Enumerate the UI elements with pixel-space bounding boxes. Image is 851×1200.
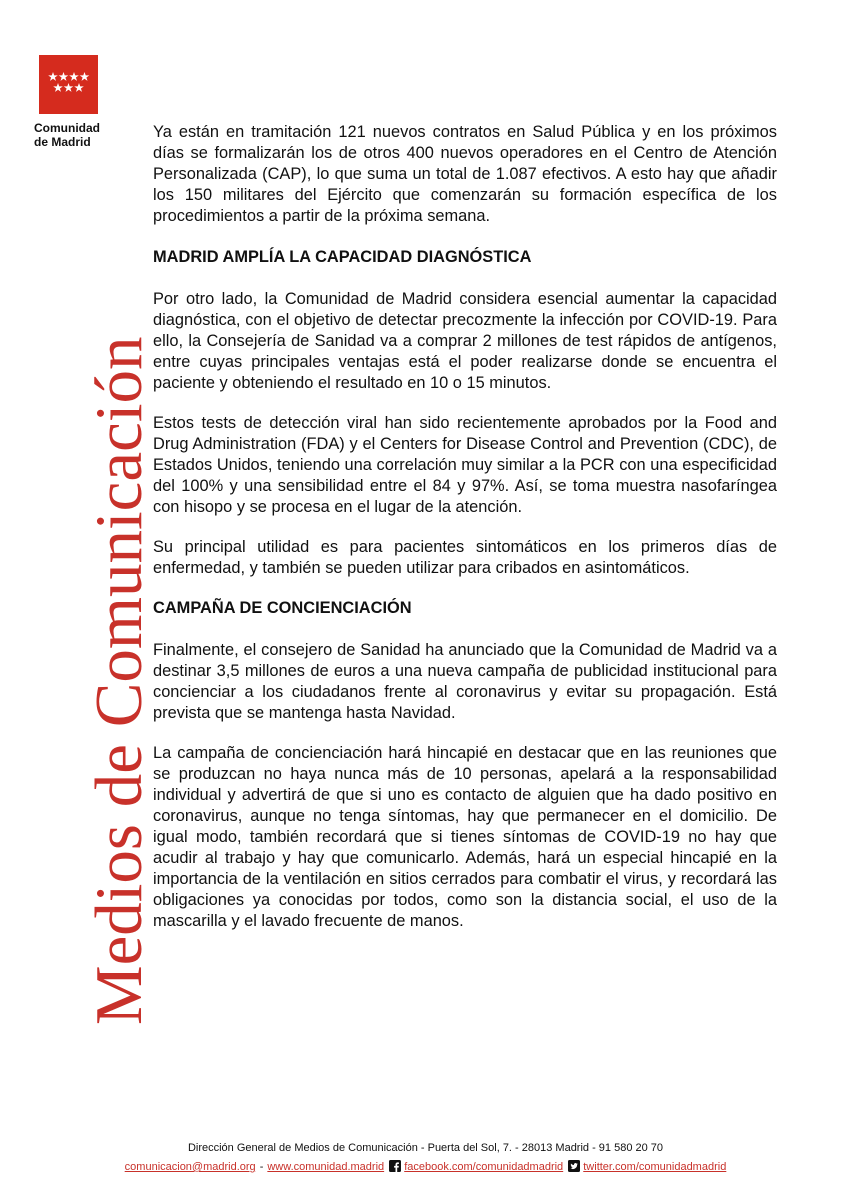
paragraph-4: Su principal utilidad es para pacientes sintomáticos en los primeros días de enfermedad, y también se pueden utilizar para cribados en asintomáticos. — [153, 538, 777, 577]
comunidad-madrid-logo — [39, 55, 98, 114]
side-title: Medios de Comunicación — [82, 336, 156, 1025]
paragraph-3: Estos tests de detección viral han sido recientemente aprobados por la Food and Drug Administration (FDA) y el Centers for Disease Control and Prevention (CDC), de Estados Unidos, teniendo una correlación muy similar a la PCR con una especificidad del 100% y una sensibilidad entre el 84 y 97%. Así, se toma muestra nasofaríngea con hisopo y se procesa en el lugar de la atención. — [153, 414, 777, 516]
website-link[interactable]: www.comunidad.madrid — [267, 1161, 385, 1173]
logo-line-2: de Madrid — [34, 135, 91, 149]
logo-stars-icon — [39, 55, 98, 114]
document-body — [153, 122, 777, 932]
footer-address: Dirección General de Medios de Comunicación - Puerta del Sol, 7. - 28013 Madrid - 91 580 20 70 — [187, 1142, 664, 1154]
logo-wordmark — [34, 121, 134, 149]
section-heading-diagnostic: MADRID AMPLÍA LA CAPACIDAD DIAGNÓSTICA — [153, 248, 532, 266]
paragraph-2: Por otro lado, la Comunidad de Madrid considera esencial aumentar la capacidad diagnóstica, con el objetivo de detectar precozmente la infección por COVID-19. Para ello, la Consejería de Sanidad va a comprar 2 millones de test rápidos de antígenos, entre cuyas principales ventajas está el poder realizarse donde se encuentra el paciente y obteniendo el resultado en 10 o 15 minutos. — [153, 290, 777, 392]
logo-line-1: Comunidad — [34, 121, 100, 135]
paragraph-1: Ya están en tramitación 121 nuevos contratos en Salud Pública y en los próximos días se formalizarán los de otros 400 nuevos operadores en el Centro de Atención Personalizada (CAP), lo que suma un total de 1.087 efectivos. A esto hay que añadir los 150 militares del Ejército que comenzarán su formación específica de los procedimientos a partir de la próxima semana. — [153, 123, 777, 225]
paragraph-6: La campaña de concienciación hará hincapié en destacar que en las reuniones que se produzcan no haya nunca más de 10 personas, apelará a la responsabilidad individual y advertirá de que si uno es contacto de alguien que ha dado positivo en coronavirus, aunque no tenga síntomas, hay que permanecer en el domicilio. De igual modo, también recordará que si tienes síntomas de COVID-19 no hay que acudir al trabajo y hay que comunicarlo. Además, hará un especial hincapié en la importancia de la ventilación en sitios cerrados para combatir el virus, y recordará las obligaciones ya conocidas por todos, como son la distancia social, el uso de la mascarilla y el lavado frecuente de manos. — [153, 744, 777, 930]
section-heading-campaign: CAMPAÑA DE CONCIENCIACIÓN — [153, 599, 412, 617]
footer-separator: - — [259, 1161, 264, 1173]
twitter-link[interactable]: twitter.com/comunidadmadrid — [583, 1161, 727, 1173]
twitter-icon — [568, 1160, 580, 1172]
facebook-icon — [389, 1160, 401, 1172]
email-link[interactable]: comunicacion@madrid.org — [124, 1161, 256, 1173]
facebook-link[interactable]: facebook.com/comunidadmadrid — [404, 1161, 564, 1173]
footer-links — [0, 1160, 851, 1174]
paragraph-5: Finalmente, el consejero de Sanidad ha anunciado que la Comunidad de Madrid va a destinar 3,5 millones de euros a una nueva campaña de publicidad institucional para concienciar a los ciudadanos frente al coronavirus y evitar su propagación. Está prevista que se mantenga hasta Navidad. — [153, 641, 777, 722]
